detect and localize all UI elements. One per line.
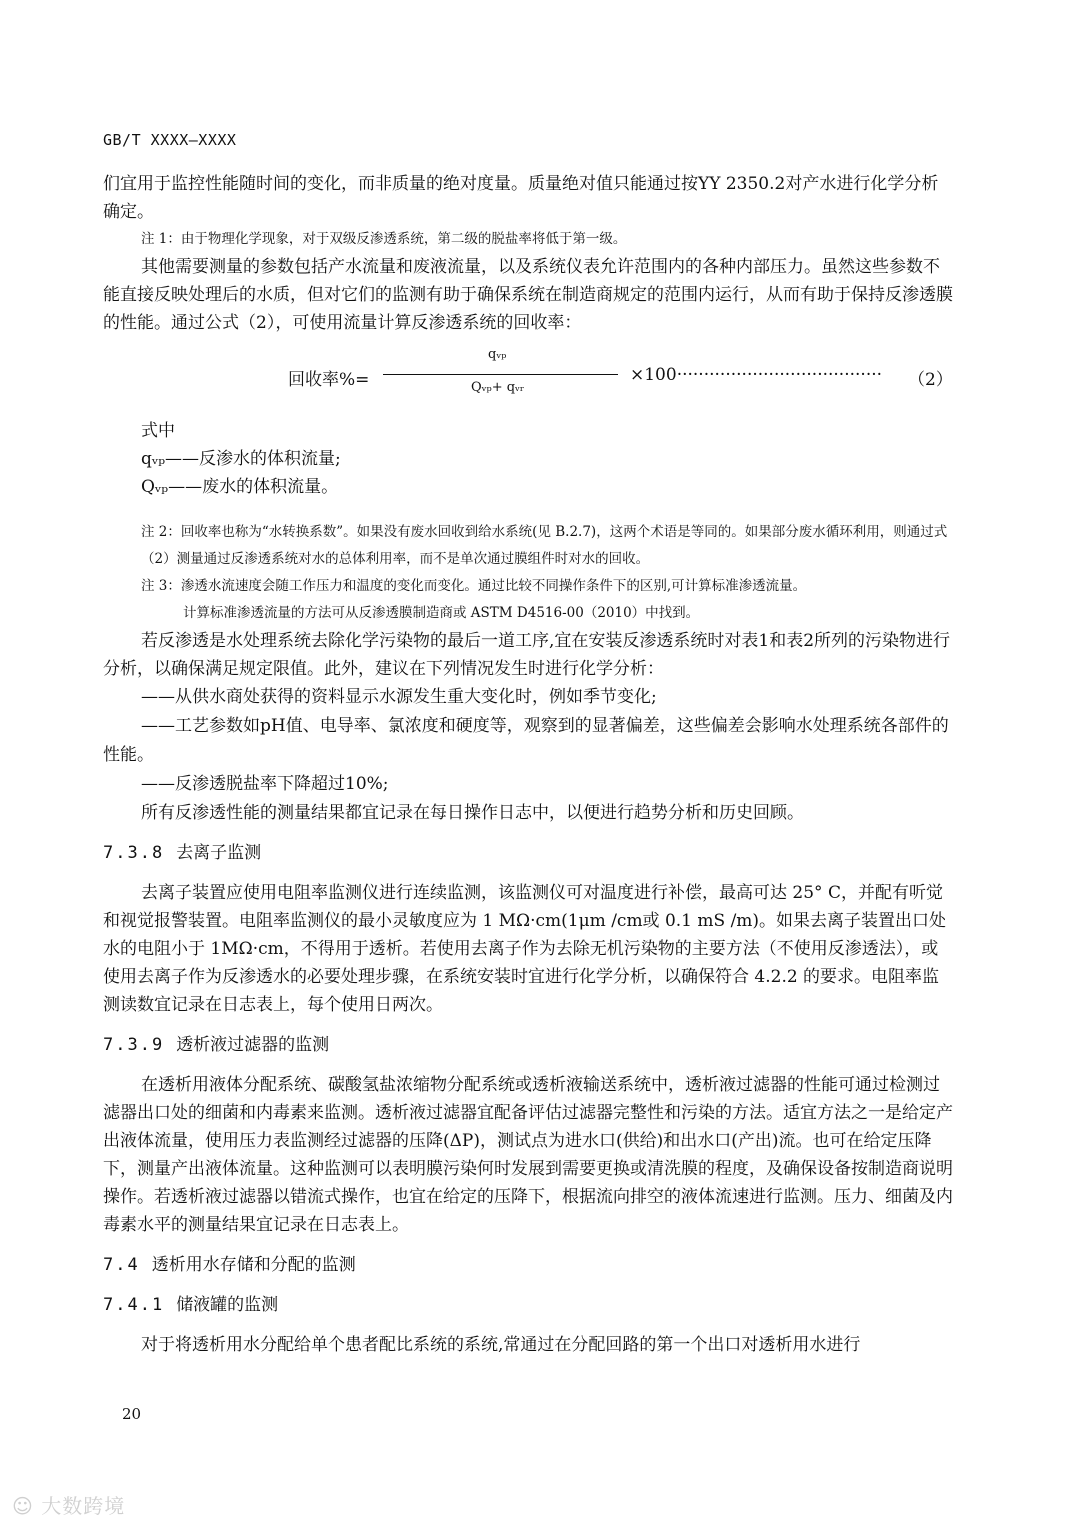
note-3: 注 3：渗透水流速度会随工作压力和温度的变化而变化。通过比较不同操作条件下的区别,可计算标准渗透流量。 xyxy=(141,578,807,594)
list-item: ——反渗透脱盐率下降超过10%; xyxy=(141,774,389,794)
section-title: 去离子监测 xyxy=(176,843,262,863)
section-title: 储液罐的监测 xyxy=(176,1295,279,1315)
paragraph: 其他需要测量的参数包括产水流量和废液流量，以及系统仪表允许范围内的各种内部压力。虽然这些参数不能直接反映处理后的水质，但对它们的监测有助于确保系统在制造商规定的范围内运行，从而有助于保持反渗透膜的性能。通过公式（2），可使用流量计算反渗透系统的回收率： xyxy=(103,257,953,333)
section-number: 7.3.8 xyxy=(103,843,165,863)
paragraph: 所有反渗透性能的测量结果都宜记录在每日操作日志中，以便进行趋势分析和历史回顾。 xyxy=(141,803,804,823)
note-2: 注 2：回收率也称为“水转换系数”。如果没有废水回收到给水系统(见 B.2.7)，这两个术语是等同的。如果部分废水循环利用，则通过式（2）测量通过反渗透系统对水的总体利用率，而不是单次通过膜组件时对水的回收。 xyxy=(141,524,948,567)
page-number: 20 xyxy=(122,1405,142,1423)
paragraph: 们宜用于监控性能随时间的变化，而非质量的绝对度量。质量绝对值只能通过按YY 2350.2对产水进行化学分析确定。 xyxy=(103,174,939,222)
watermark: ☺ 大数跨境 xyxy=(12,1494,126,1518)
section-heading-7-4 xyxy=(103,1251,953,1279)
formula-numerator: qᵥₚ xyxy=(488,347,507,362)
fraction-bar xyxy=(383,374,618,375)
section-heading-7-3-9 xyxy=(103,1031,953,1059)
list-item: ——从供水商处获得的资料显示水源发生重大变化时，例如季节变化; xyxy=(141,687,657,707)
paragraph: 对于将透析用水分配给单个患者配比系统的系统,常通过在分配回路的第一个出口对透析用水进行 xyxy=(141,1335,861,1355)
section-number: 7.4 xyxy=(103,1255,140,1275)
list-item: ——工艺参数如pH值、电导率、氯浓度和硬度等，观察到的显著偏差，这些偏差会影响水处理系统各部件的性能。 xyxy=(103,716,949,765)
section-heading-7-3-8 xyxy=(103,839,953,867)
formula-denominator: Qᵥₚ+ qᵥᵣ xyxy=(471,380,525,395)
definition-item: Qᵥₚ——废水的体积流量。 xyxy=(141,477,339,497)
formula-lhs: 回收率%= xyxy=(288,370,370,390)
section-title: 透析液过滤器的监测 xyxy=(176,1035,330,1055)
paragraph: 去离子装置应使用电阻率监测仪进行连续监测，该监测仪可对温度进行补偿，最高可达 25° C，并配有听觉和视觉报警装置。电阻率监测仪的最小灵敏度应为 1 MΩ·cm(1μm /cm或 0.1 mS /m)。如果去离子装置出口处水的电阻小于 1MΩ·cm，不得用于透析。若使用去离子作为去除无机污染物的主要方法（不使用反渗透法），或使用去离子作为反渗透水的必要处理步骤，在系统安装时宜进行化学分析，以确保符合 4.2.2 的要求。电阻率监测读数宜记录在日志表上，每个使用日两次。 xyxy=(103,883,947,1015)
where-label: 式中 xyxy=(141,421,175,441)
section-number: 7.3.9 xyxy=(103,1035,165,1055)
note-3-continued: 计算标准渗透流量的方法可从反渗透膜制造商或 ASTM D4516-00（2010）中找到。 xyxy=(183,605,700,621)
watermark-logo-icon: ☺ xyxy=(12,1494,42,1518)
note-1: 注 1：由于物理化学现象，对于双级反渗透系统，第二级的脱盐率将低于第一级。 xyxy=(141,231,627,247)
equation-number: （2） xyxy=(908,370,953,390)
section-title: 透析用水存储和分配的监测 xyxy=(151,1255,356,1275)
formula-2 xyxy=(103,347,953,411)
definition-item: qᵥₚ——反渗水的体积流量; xyxy=(141,449,341,469)
document-body xyxy=(103,170,953,1359)
standard-number-header: GB/T XXXX—XXXX xyxy=(103,131,237,149)
formula-rhs: ×100······································ xyxy=(630,365,883,385)
paragraph: 若反渗透是水处理系统去除化学污染物的最后一道工序,宜在安装反渗透系统时对表1和表2所列的污染物进行分析，以确保满足规定限值。此外，建议在下列情况发生时进行化学分析： xyxy=(103,631,951,679)
paragraph: 在透析用液体分配系统、碳酸氢盐浓缩物分配系统或透析液输送系统中，透析液过滤器的性能可通过检测过滤器出口处的细菌和内毒素来监测。透析液过滤器宜配备评估过滤器完整性和污染的方法。适宜方法之一是给定产出液体流量，使用压力表监测经过滤器的压降(ΔP)，测试点为进水口(供给)和出水口(产出)流。也可在给定压降下，测量产出液体流量。这种监测可以表明膜污染何时发展到需要更换或清洗膜的程度，及确保设备按制造商说明操作。若透析液过滤器以错流式操作，也宜在给定的压降下，根据流向排空的液体流速进行监测。压力、细菌及内毒素水平的测量结果宜记录在日志表上。 xyxy=(103,1075,953,1235)
section-heading-7-4-1 xyxy=(103,1291,953,1319)
section-number: 7.4.1 xyxy=(103,1295,165,1315)
